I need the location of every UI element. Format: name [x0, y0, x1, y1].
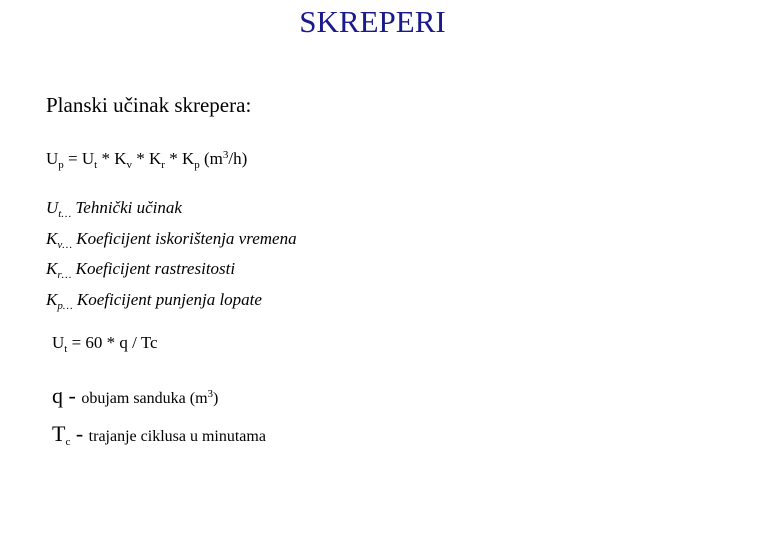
definition-symbol: q	[52, 383, 63, 408]
legend-item	[46, 227, 297, 258]
legend-subscript: p…	[57, 299, 73, 312]
formula-subscript: t	[94, 159, 98, 171]
formula-text: * K	[164, 149, 195, 168]
technical-output-formula	[52, 333, 158, 355]
definition-dash: -	[63, 383, 82, 408]
formula-text: * K	[132, 149, 162, 168]
formula-unit: /h)	[228, 149, 248, 168]
legend-text: Tehnički učinak	[71, 198, 182, 217]
legend-item	[46, 257, 297, 288]
formula-subscript: v	[126, 159, 132, 171]
formula-subscript: p	[58, 159, 64, 171]
legend-subscript: r…	[57, 269, 72, 281]
definition-item	[52, 419, 266, 457]
definition-item	[52, 379, 266, 419]
definition-text: obujam sanduka (m	[81, 390, 208, 407]
page-title: SKREPERI	[299, 4, 446, 39]
variable-legend	[46, 196, 297, 318]
symbol-definitions	[52, 379, 266, 457]
legend-symbol: K	[46, 228, 58, 248]
legend-symbol: K	[46, 259, 58, 278]
legend-symbol: K	[46, 289, 58, 309]
formula-text: * K	[97, 149, 127, 168]
formula-exponent: 3	[222, 149, 229, 161]
formula-symbol: U	[46, 149, 59, 168]
legend-symbol: U	[46, 198, 59, 217]
legend-text: Koeficijent rastresitosti	[71, 259, 236, 278]
section-heading: Planski učinak skrepera:	[46, 93, 252, 117]
legend-text: Koeficijent iskorištenja vremena	[72, 228, 297, 248]
planned-output-formula	[46, 149, 247, 171]
legend-subscript: v…	[57, 238, 73, 251]
definition-text: )	[213, 390, 219, 407]
definition-subscript: c	[65, 436, 71, 448]
formula-subscript: r	[161, 159, 165, 171]
formula-text: = U	[63, 149, 95, 168]
legend-item	[46, 288, 297, 319]
legend-item	[46, 196, 297, 227]
definition-exponent: 3	[207, 388, 214, 400]
definition-symbol: T	[52, 421, 66, 446]
legend-text: Koeficijent punjenja lopate	[72, 289, 262, 309]
formula-subscript: t	[64, 343, 68, 355]
legend-subscript: t…	[58, 208, 72, 220]
definition-dash: -	[70, 421, 89, 446]
formula-text: = 60 * q / Tc	[67, 333, 158, 352]
formula-subscript: p	[194, 159, 200, 171]
formula-unit: (m	[199, 149, 223, 168]
definition-text: trajanje ciklusa u minutama	[88, 428, 266, 445]
formula-symbol: U	[52, 333, 65, 352]
